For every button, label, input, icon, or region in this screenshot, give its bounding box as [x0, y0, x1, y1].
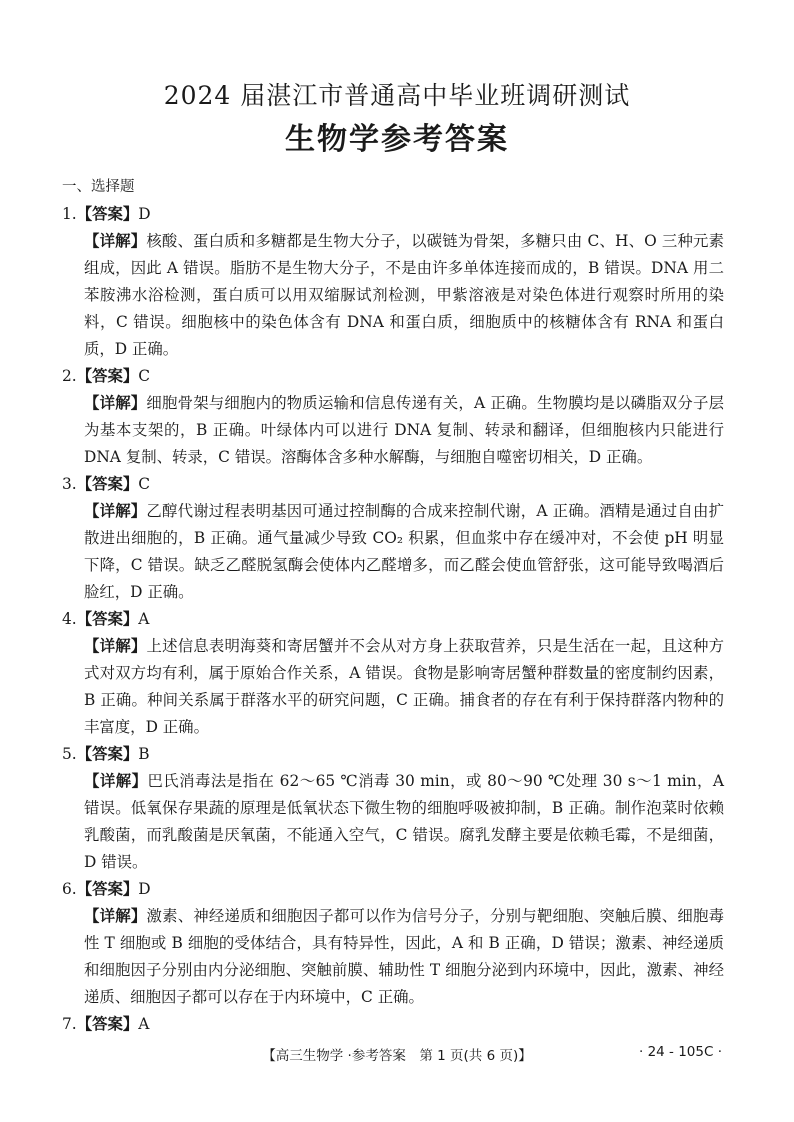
- detail-text: 核酸、蛋白质和多糖都是生物大分子，以碳链为骨架，多糖只由 C、H、O 三种元素组成，因此 A 错误。脂肪不是生物大分子，不是由许多单体连接而成的，B 错误。DNA 用二苯胺沸水浴检测，蛋白质可以用双缩脲试剂检测，甲紫溶液是对染色体进行观察时所用的染料，C 错误。细胞核中的染色体含有 DNA 和蛋白质，细胞质中的核糖体含有 RNA 和蛋白质，D 正确。: [84, 232, 724, 358]
- detail-text: 上述信息表明海葵和寄居蟹并不会从对方身上获取营养，只是生活在一起，且这种方式对双方均有利，属于原始合作关系，A 错误。食物是影响寄居蟹种群数量的密度制约因素，B 正确。种间关系属于群落水平的研究问题，C 正确。捕食者的存在有利于保持群落内物种的丰富度，D 正确。: [84, 637, 724, 736]
- question-2: [62, 363, 724, 471]
- question-number: 5.: [62, 745, 77, 763]
- answer-content: [62, 174, 724, 1038]
- answer-value: D: [138, 205, 151, 223]
- document-subtitle: 生物学参考答案: [285, 122, 509, 157]
- answer-tag: 【答案】: [76, 205, 139, 223]
- detail-tag: 【详解】: [84, 907, 147, 925]
- detail-paragraph: [62, 498, 724, 606]
- document-title: 2024 届湛江市普通高中毕业班调研测试: [163, 81, 631, 110]
- question-3: [62, 471, 724, 606]
- detail-paragraph: [62, 633, 724, 741]
- detail-tag: 【详解】: [84, 637, 147, 655]
- question-number: 6.: [62, 880, 77, 898]
- question-5: [62, 741, 724, 876]
- answer-line: [62, 201, 724, 228]
- answer-tag: 【答案】: [76, 367, 139, 385]
- question-6: [62, 876, 724, 1011]
- answer-tag: 【答案】: [76, 745, 139, 763]
- answer-value: C: [138, 367, 151, 385]
- answer-line: [62, 1011, 724, 1038]
- detail-text: 乙醇代谢过程表明基因可通过控制酶的合成来控制代谢，A 正确。酒精是通过自由扩散进出细胞的，B 正确。通气量减少导致 CO₂ 积累，但血浆中存在缓冲对，不会使 pH 明显下降，C 错误。缺乏乙醛脱氢酶会使体内乙醛增多，而乙醛会使血管舒张，这可能导致喝酒后脸红，D 正确。: [84, 502, 724, 601]
- answer-value: B: [138, 745, 150, 763]
- detail-tag: 【详解】: [84, 772, 148, 790]
- answer-line: [62, 363, 724, 390]
- detail-paragraph: [62, 903, 724, 1011]
- detail-text: 激素、神经递质和细胞因子都可以作为信号分子，分别与靶细胞、突触后膜、细胞毒性 T 细胞或 B 细胞的受体结合，具有特异性，因此，A 和 B 正确，D 错误；激素、神经递质和细胞因子分别由内分泌细胞、突触前膜、辅助性 T 细胞分泌到内环境中，因此，激素、神经递质、细胞因子都可以存在于内环境中，C 正确。: [84, 907, 724, 1006]
- footer-code: · 24 - 105C ·: [639, 1044, 722, 1060]
- answer-line: [62, 876, 724, 903]
- section-title: 一、选择题: [62, 179, 135, 195]
- footer-page-info: 【高三生物学 ·参考答案 第 1 页(共 6 页)】: [262, 1048, 532, 1064]
- answer-line: [62, 471, 724, 498]
- question-number: 2.: [62, 367, 77, 385]
- answer-value: A: [138, 610, 150, 628]
- detail-paragraph: [62, 228, 724, 363]
- answer-tag: 【答案】: [76, 1015, 139, 1033]
- answer-line: [62, 606, 724, 633]
- question-1: [62, 201, 724, 363]
- answer-value: A: [138, 1015, 150, 1033]
- answer-line: [62, 741, 724, 768]
- answer-tag: 【答案】: [76, 610, 139, 628]
- answer-tag: 【答案】: [76, 880, 139, 898]
- question-number: 3.: [62, 475, 77, 493]
- answer-tag: 【答案】: [76, 475, 139, 493]
- question-number: 7.: [62, 1015, 77, 1033]
- detail-paragraph: [62, 768, 724, 876]
- detail-text: 细胞骨架与细胞内的物质运输和信息传递有关，A 正确。生物膜均是以磷脂双分子层为基本支架的，B 正确。叶绿体内可以进行 DNA 复制、转录和翻译，但细胞核内只能进行 DNA 复制、转录，C 错误。溶酶体含多种水解酶，与细胞自噬密切相关，D 正确。: [84, 394, 724, 466]
- answer-value: C: [138, 475, 151, 493]
- detail-text: 巴氏消毒法是指在 62～65 ℃消毒 30 min，或 80～90 ℃处理 30 s～1 min，A 错误。低氧保存果蔬的原理是低氧状态下微生物的细胞呼吸被抑制，B 正确。制作泡菜时依赖乳酸菌，而乳酸菌是厌氧菌，不能通入空气，C 错误。腐乳发酵主要是依赖毛霉，不是细菌，D 错误。: [84, 772, 724, 871]
- question-7: [62, 1011, 724, 1038]
- detail-tag: 【详解】: [84, 394, 147, 412]
- question-number: 4.: [62, 610, 77, 628]
- question-4: [62, 606, 724, 741]
- question-number: 1.: [62, 205, 77, 223]
- detail-tag: 【详解】: [84, 232, 147, 250]
- detail-paragraph: [62, 390, 724, 471]
- detail-tag: 【详解】: [84, 502, 147, 520]
- answer-value: D: [138, 880, 151, 898]
